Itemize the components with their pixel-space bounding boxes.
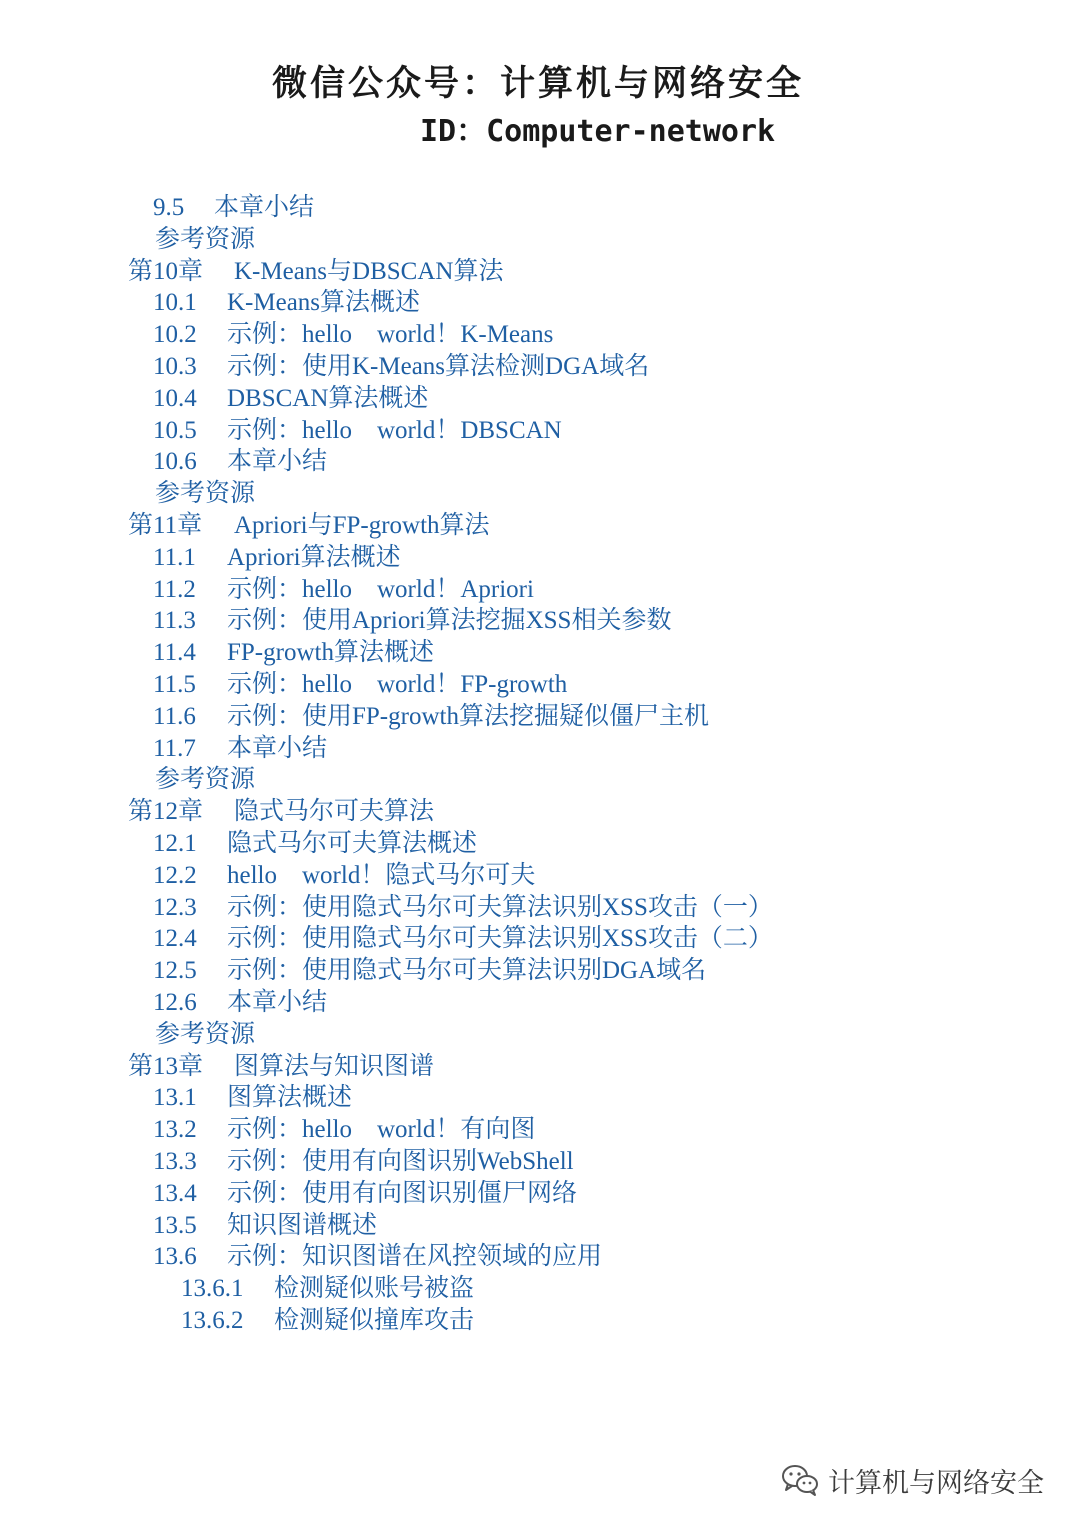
toc-number: 12.6 [153, 989, 197, 1016]
toc-number: 11.5 [153, 671, 196, 698]
toc-section[interactable] [153, 1146, 574, 1178]
toc-section[interactable] [153, 1082, 352, 1114]
toc-section[interactable] [153, 605, 671, 637]
toc-references[interactable] [155, 224, 255, 256]
toc-title: 示例：使用Apriori算法挖掘XSS相关参数 [227, 607, 672, 634]
toc-number: 10.6 [153, 448, 197, 475]
toc-references[interactable] [155, 1019, 255, 1051]
toc-number: 第13章 [128, 1053, 204, 1080]
toc-number: 10.3 [153, 353, 197, 380]
toc-section[interactable] [153, 574, 534, 606]
toc-number: 11.3 [153, 607, 196, 634]
toc-number: 13.1 [153, 1084, 197, 1111]
watermark-text: 计算机与网络安全 [828, 1467, 1044, 1499]
toc-section[interactable] [153, 319, 553, 351]
toc-title: 隐式马尔可夫算法 [234, 798, 435, 825]
toc-title: 本章小结 [227, 735, 328, 762]
toc-number: 第12章 [128, 798, 204, 825]
toc-number: 13.6.1 [181, 1275, 244, 1302]
toc-title: 参考资源 [155, 1021, 256, 1048]
toc-number: 10.5 [153, 417, 197, 444]
toc-title: 图算法与知识图谱 [234, 1053, 435, 1080]
toc-section[interactable] [153, 1210, 377, 1242]
toc-section[interactable] [153, 828, 477, 860]
toc-title: K-Means与DBSCAN算法 [234, 258, 504, 285]
toc-title: 示例：hello world！DBSCAN [227, 417, 562, 444]
toc-title: 示例：使用K-Means算法检测DGA域名 [227, 353, 650, 380]
toc-section[interactable] [153, 351, 649, 383]
toc-number: 第10章 [128, 258, 204, 285]
toc-number: 13.6 [153, 1243, 197, 1270]
toc-title: 隐式马尔可夫算法概述 [227, 830, 478, 857]
toc-title: 参考资源 [155, 226, 256, 253]
toc-number: 13.6.2 [181, 1307, 244, 1334]
toc-section[interactable] [153, 923, 773, 955]
toc-references[interactable] [155, 478, 255, 510]
toc-number: 10.2 [153, 321, 197, 348]
toc-number: 11.4 [153, 639, 196, 666]
toc-number: 第11章 [128, 512, 203, 539]
wechat-icon [780, 1463, 820, 1497]
toc-title: 示例：hello world！K-Means [227, 321, 554, 348]
toc-title: hello world！隐式马尔可夫 [227, 862, 536, 889]
toc-references[interactable] [155, 764, 255, 796]
toc-title: 示例：使用隐式马尔可夫算法识别XSS攻击（一） [227, 894, 773, 921]
toc-section[interactable] [153, 637, 434, 669]
toc-title: 示例：hello world！有向图 [227, 1116, 536, 1143]
toc-title: 本章小结 [227, 989, 328, 1016]
toc-section[interactable] [153, 383, 428, 415]
toc-title: 本章小结 [227, 448, 328, 475]
toc-section[interactable] [153, 701, 709, 733]
toc-section[interactable] [153, 1114, 535, 1146]
toc-number: 12.2 [153, 862, 197, 889]
toc-section[interactable] [153, 892, 773, 924]
toc-title: 示例：hello world！FP-growth [227, 671, 568, 698]
toc-title: Apriori与FP-growth算法 [234, 512, 490, 539]
toc-chapter[interactable] [128, 256, 503, 288]
toc-number: 11.1 [153, 544, 196, 571]
toc-section[interactable] [153, 1178, 577, 1210]
toc-number: 13.4 [153, 1180, 197, 1207]
toc-section[interactable] [153, 415, 562, 447]
toc-title: K-Means算法概述 [227, 289, 421, 316]
toc-title: 示例：使用有向图识别WebShell [227, 1148, 574, 1175]
toc-subsection[interactable] [181, 1305, 474, 1337]
toc-title: Apriori算法概述 [227, 544, 401, 571]
toc-section[interactable] [153, 1241, 602, 1273]
toc-number: 13.5 [153, 1212, 197, 1239]
toc-number: 11.7 [153, 735, 196, 762]
toc-section[interactable] [153, 287, 420, 319]
toc-title: 本章小结 [214, 194, 315, 221]
toc-number: 13.3 [153, 1148, 197, 1175]
account-title: 微信公众号：计算机与网络安全 [272, 64, 805, 104]
account-id: ID：Computer-network [420, 114, 776, 149]
toc-number: 9.5 [153, 194, 185, 221]
toc-title: FP-growth算法概述 [227, 639, 434, 666]
toc-section[interactable] [153, 192, 314, 224]
toc-section[interactable] [153, 733, 327, 765]
toc-number: 11.2 [153, 576, 196, 603]
toc-number: 12.3 [153, 894, 197, 921]
toc-number: 12.1 [153, 830, 197, 857]
toc-number: 10.1 [153, 289, 197, 316]
toc-number: 12.4 [153, 925, 197, 952]
toc-section[interactable] [153, 446, 327, 478]
toc-number: 13.2 [153, 1116, 197, 1143]
toc-number: 10.4 [153, 385, 197, 412]
toc-number: 11.6 [153, 703, 196, 730]
toc-chapter[interactable] [128, 510, 490, 542]
toc-title: 示例：hello world！Apriori [227, 576, 534, 603]
toc-title: 检测疑似撞库攻击 [274, 1307, 475, 1334]
toc-section[interactable] [153, 669, 567, 701]
toc-section[interactable] [153, 542, 401, 574]
toc-title: 示例：使用隐式马尔可夫算法识别XSS攻击（二） [227, 925, 773, 952]
toc-chapter[interactable] [128, 796, 434, 828]
toc-title: 示例：使用有向图识别僵尸网络 [227, 1180, 578, 1207]
toc-title: 检测疑似账号被盗 [274, 1275, 475, 1302]
toc-title: 参考资源 [155, 766, 256, 793]
toc-section[interactable] [153, 987, 327, 1019]
toc-number: 12.5 [153, 957, 197, 984]
watermark [780, 1458, 1044, 1502]
toc-title: 示例：知识图谱在风控领域的应用 [227, 1243, 603, 1270]
toc-title: 示例：使用隐式马尔可夫算法识别DGA域名 [227, 957, 707, 984]
toc-title: DBSCAN算法概述 [227, 385, 429, 412]
toc-title: 知识图谱概述 [227, 1212, 378, 1239]
toc-section[interactable] [153, 860, 535, 892]
toc-title: 示例：使用FP-growth算法挖掘疑似僵尸主机 [227, 703, 709, 730]
toc-subsection[interactable] [181, 1273, 474, 1305]
toc-title: 图算法概述 [227, 1084, 353, 1111]
toc-section[interactable] [153, 955, 706, 987]
toc-title: 参考资源 [155, 480, 256, 507]
toc-chapter[interactable] [128, 1051, 434, 1083]
